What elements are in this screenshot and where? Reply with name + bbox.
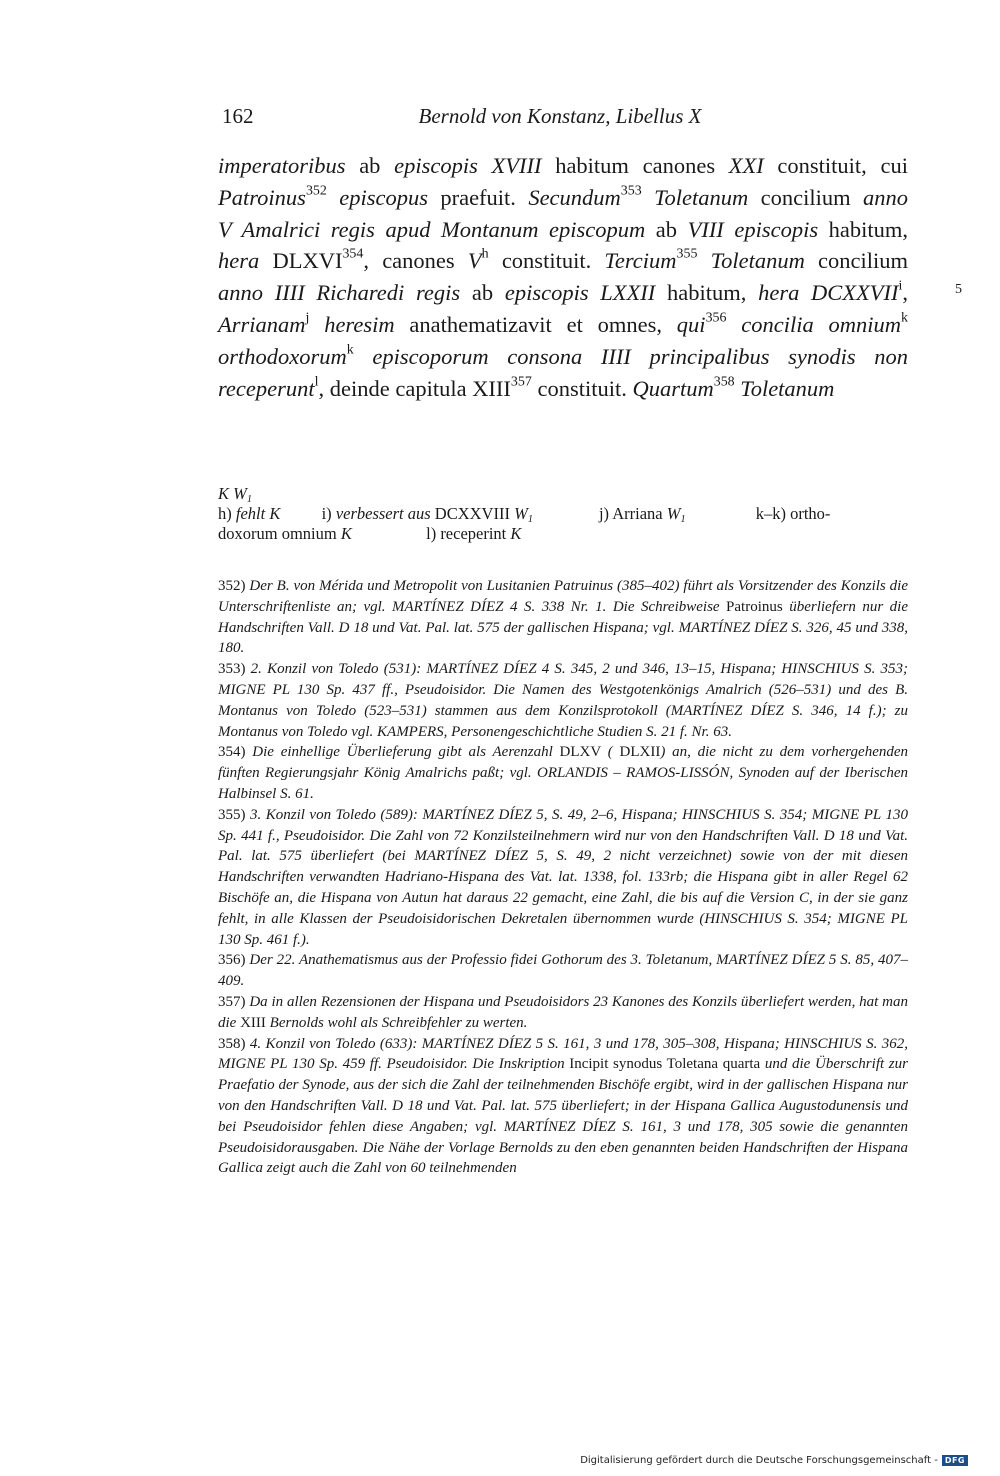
apparatus-sigla: K $W_1$	[218, 484, 252, 506]
dfg-logo: DFG	[942, 1455, 968, 1466]
line-number: 5	[955, 282, 962, 297]
critical-apparatus	[218, 484, 908, 544]
main-text-line: hera DLXVI$^{354}$, canones $V^h$ constituit. Tercium$^{355}$ Toletanum concilium	[218, 246, 909, 274]
page-number: 162	[222, 104, 254, 128]
footnote-356: 356) Der 22. Anathematismus aus der Professio fidei Gothorum des 3. Toletanum, MARTÍNEZ DÍEZ 5 S. 85, 407–409.	[218, 952, 909, 990]
running-title: Bernold von Konstanz, Libellus X	[418, 104, 702, 128]
main-text-line: Patroinus$^{352}$ episcopus praefuit. Secundum$^{353}$ Toletanum concilium anno	[218, 183, 908, 210]
main-text-line: receperunt$^l$, deinde capitula XIII$^{357}$ constituit. Quartum$^{358}$ Toletanum	[218, 374, 835, 401]
footnote-358: 358) 4. Konzil von Toledo (633): MARTÍNEZ DÍEZ 5 S. 161, 3 und 178, 305–308, Hispana; HINSCHIUS S. 362, MIGNE PL 130 Sp. 459 ff. Pseudoisidor. Die Inskription Incipit synodus Toletana quarta und die Überschrift zur Praefatio der Synode, aus der sich die Zahl der teilnehmenden Bischöfe ergibt, wird in der gallischen Hispana nur von den Handschriften Vall. D 18 und Vat. Pal. lat. 575 überliefert; in der Hispana Gallica Augustodunensis und bei Pseudoisidor fehlen diese Angaben; vgl. MARTÍNEZ DÍEZ S. 161, 3 und 178, 305 sowie die genannten Pseudoisidorausgaben. Die Nähe der Vorlage Bernolds zu den eben genannten beiden Handschriften der Hispana Gallica zeigt auch die Zahl von 60 teilnehmenden	[218, 1035, 908, 1177]
apparatus-entry: h) fehlt K i) verbessert aus DCXXVIII $W_1$ j) Arriana $W_1$ k–k) ortho-	[218, 504, 831, 526]
apparatus-entry: doxorum omnium K l) receperint K	[218, 524, 522, 543]
footnote-353: 353) 2. Konzil von Toledo (531): MARTÍNEZ DÍEZ 4 S. 345, 2 und 346, 13–15, Hispana; HINSCHIUS S. 353; MIGNE PL 130 Sp. 437 ff., Pseudoisidor. Die Namen des Westgotenkönigs Amalrich (526–531) und des B. Montanus von Toledo (523–531) stammen aus dem Konzilsprotokoll (MARTÍNEZ DÍEZ S. 346, 14 f.); zu Montanus von Toledo vgl. KAMPERS, Personengeschichtliche Studien S. 21 f. Nr. 63.	[218, 661, 909, 740]
main-text-line: V Amalrici regis apud Montanum episcopum ab VIII episcopis habitum,	[218, 216, 908, 242]
footnote-352: 352) Der B. von Mérida und Metropolit von Lusitanien Patruinus (385–402) führt als Vorsitzender des Konzils die Unterschriftenliste an; vgl. MARTÍNEZ DÍEZ 4 S. 338 Nr. 1. Die Schreibweise Patroinus überliefern nur die Handschriften Vall. D 18 und Vat. Pal. lat. 575 der gallischen Hispana; vgl. MARTÍNEZ DÍEZ S. 326, 45 und 338, 180.	[218, 578, 908, 657]
footnote-357: 357) Da in allen Rezensionen der Hispana und Pseudoisidors 23 Kanones des Konzils überliefert werden, hat man die XIII Bernolds wohl als Schreibfehler zu werten.	[218, 993, 908, 1031]
main-text	[218, 150, 908, 404]
main-text-line: orthodoxorum$^k$ episcoporum consona IIII principalibus synodis non	[218, 342, 909, 369]
footnote-354: 354) Die einhellige Überlieferung gibt als Aerenzahl DLXV ( DLXII) an, die nicht zu dem vorhergehenden fünften Regierungsjahr König Amalrichs paßt; vgl. ORLANDIS – RAMOS-LISSÓN, Synoden auf der Iberischen Halbinsel S. 61.	[218, 744, 909, 802]
main-text-line: Arrianam$^j$ heresim anathematizavit et omnes, qui$^{356}$ concilia omnium$^k$	[218, 310, 909, 337]
footnotes	[218, 576, 908, 1179]
footer-text: Digitalisierung gefördert durch die Deutsche Forschungsgemeinschaft -	[580, 1455, 938, 1466]
main-text-line: anno IIII Richaredi regis ab episcopis LXXII habitum, hera DCXXVII$^i$,	[218, 278, 909, 306]
footnote-355: 355) 3. Konzil von Toledo (589): MARTÍNEZ DÍEZ 5, S. 49, 2–6, Hispana; HINSCHIUS S. 354; MIGNE PL 130 Sp. 441 f., Pseudoisidor. Die Zahl von 72 Konzilsteilnehmern wird nur von den Handschriften Vall. D 18 und Vat. Pal. lat. 575 überliefert (bei MARTÍNEZ DÍEZ 5, S. 49, 2 nicht verzeichnet) sowie von der mit diesen Handschriften verwandten Hadriano-Hispana des Vat. lat. 1338, fol. 133rb; die Hispana gibt in aller Regel 62 Bischöfe an, die Hispana von Autun hat daraus 22 gemacht, eine Zahl, die bis auf die Version C, in der sie ganz fehlt, in alle Klassen der Pseudoisidorischen Dekretalen übernommen wurde (HINSCHIUS S. 354; MIGNE PL 130 Sp. 461 f.).	[218, 806, 908, 948]
dfg-footer	[580, 1455, 968, 1466]
main-text-line: imperatoribus ab episcopis XVIII habitum canones XXI constituit, cui	[218, 153, 908, 178]
